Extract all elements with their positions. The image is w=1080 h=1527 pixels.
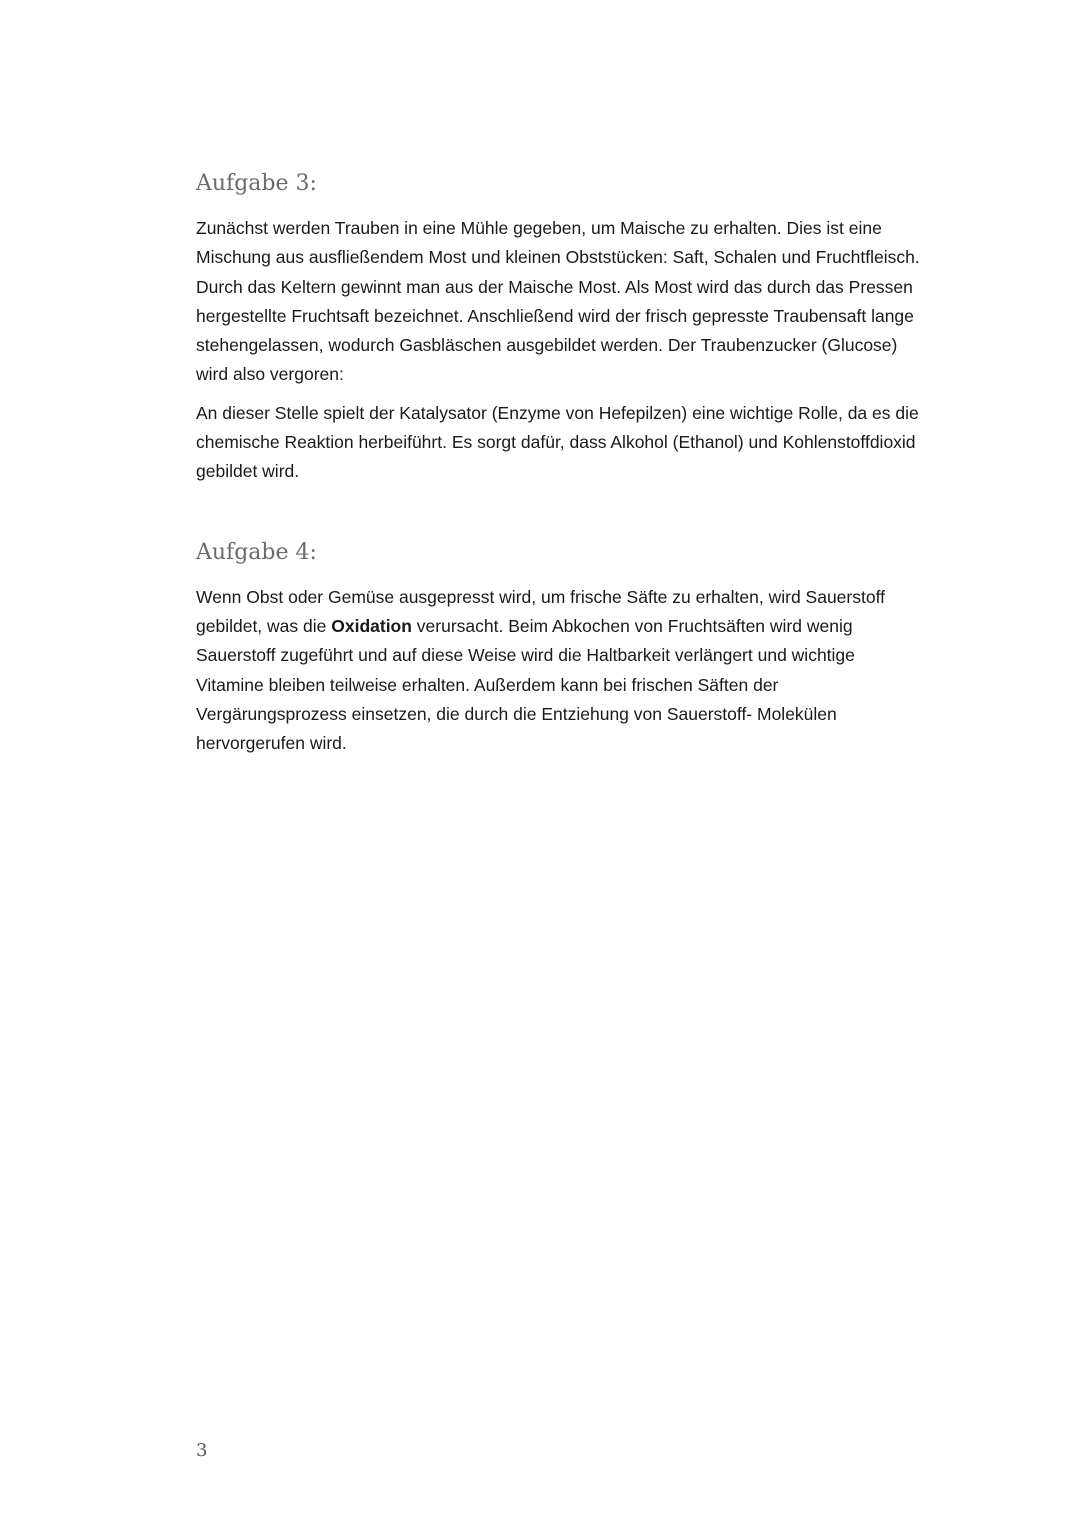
paragraph-maische: Zunächst werden Trauben in eine Mühle gegeben, um Maische zu erhalten. Dies ist eine Mischung aus ausfließendem Most und kleinen Obststücken: Saft, Schalen und Fruchtfleisch. Durch das Keltern gewinnt man aus der Maische Most. Als Most wird das durch das Pressen hergestellte Fruchtsaft bezeichnet. Anschließend wird der frisch gepresste Traubensaft lange stehengelassen, wodurch Gasbläschen ausgebildet werden. Der Traubenzucker (Glucose) wird also vergoren:: [196, 218, 920, 385]
section-heading-aufgabe-4: Aufgabe 4:: [196, 539, 317, 565]
section-aufgabe-3: [196, 168, 920, 487]
paragraph-text-end: verursacht. Beim Abkochen von Fruchtsäften wird wenig Sauerstoff zugeführt und auf diese Weise wird die Haltbarkeit verlängert und wichtige Vitamine bleiben teilweise erhalten. Außerdem kann bei frischen Säften der Vergärungsprozess einsetzen, die durch die Entziehung von Sauerstoff- Molekülen hervorgerufen wird.: [196, 615, 855, 754]
section-heading-aufgabe-3: Aufgabe 3:: [196, 171, 317, 196]
section-aufgabe-4: [196, 537, 920, 759]
paragraph-katalysator: An dieser Stelle spielt der Katalysator (Enzyme von Hefepilzen) eine wichtige Rolle, da es die chemische Reaktion herbeiführt. Es sorgt dafür, dass Alkohol (Ethanol) und Kohlenstoffdioxid gebildet wird.: [196, 402, 919, 482]
page-content: [196, 168, 920, 767]
page-number: 3: [196, 1440, 208, 1461]
paragraph-text-start: Wenn Obst oder Gemüse ausgepresst wird, um frische Säfte zu erhalten, wird Sauerstoff gebildet, was die: [196, 586, 885, 636]
bold-term-oxidation: Oxidation: [331, 615, 412, 636]
paragraph-oxidation: [196, 583, 920, 759]
